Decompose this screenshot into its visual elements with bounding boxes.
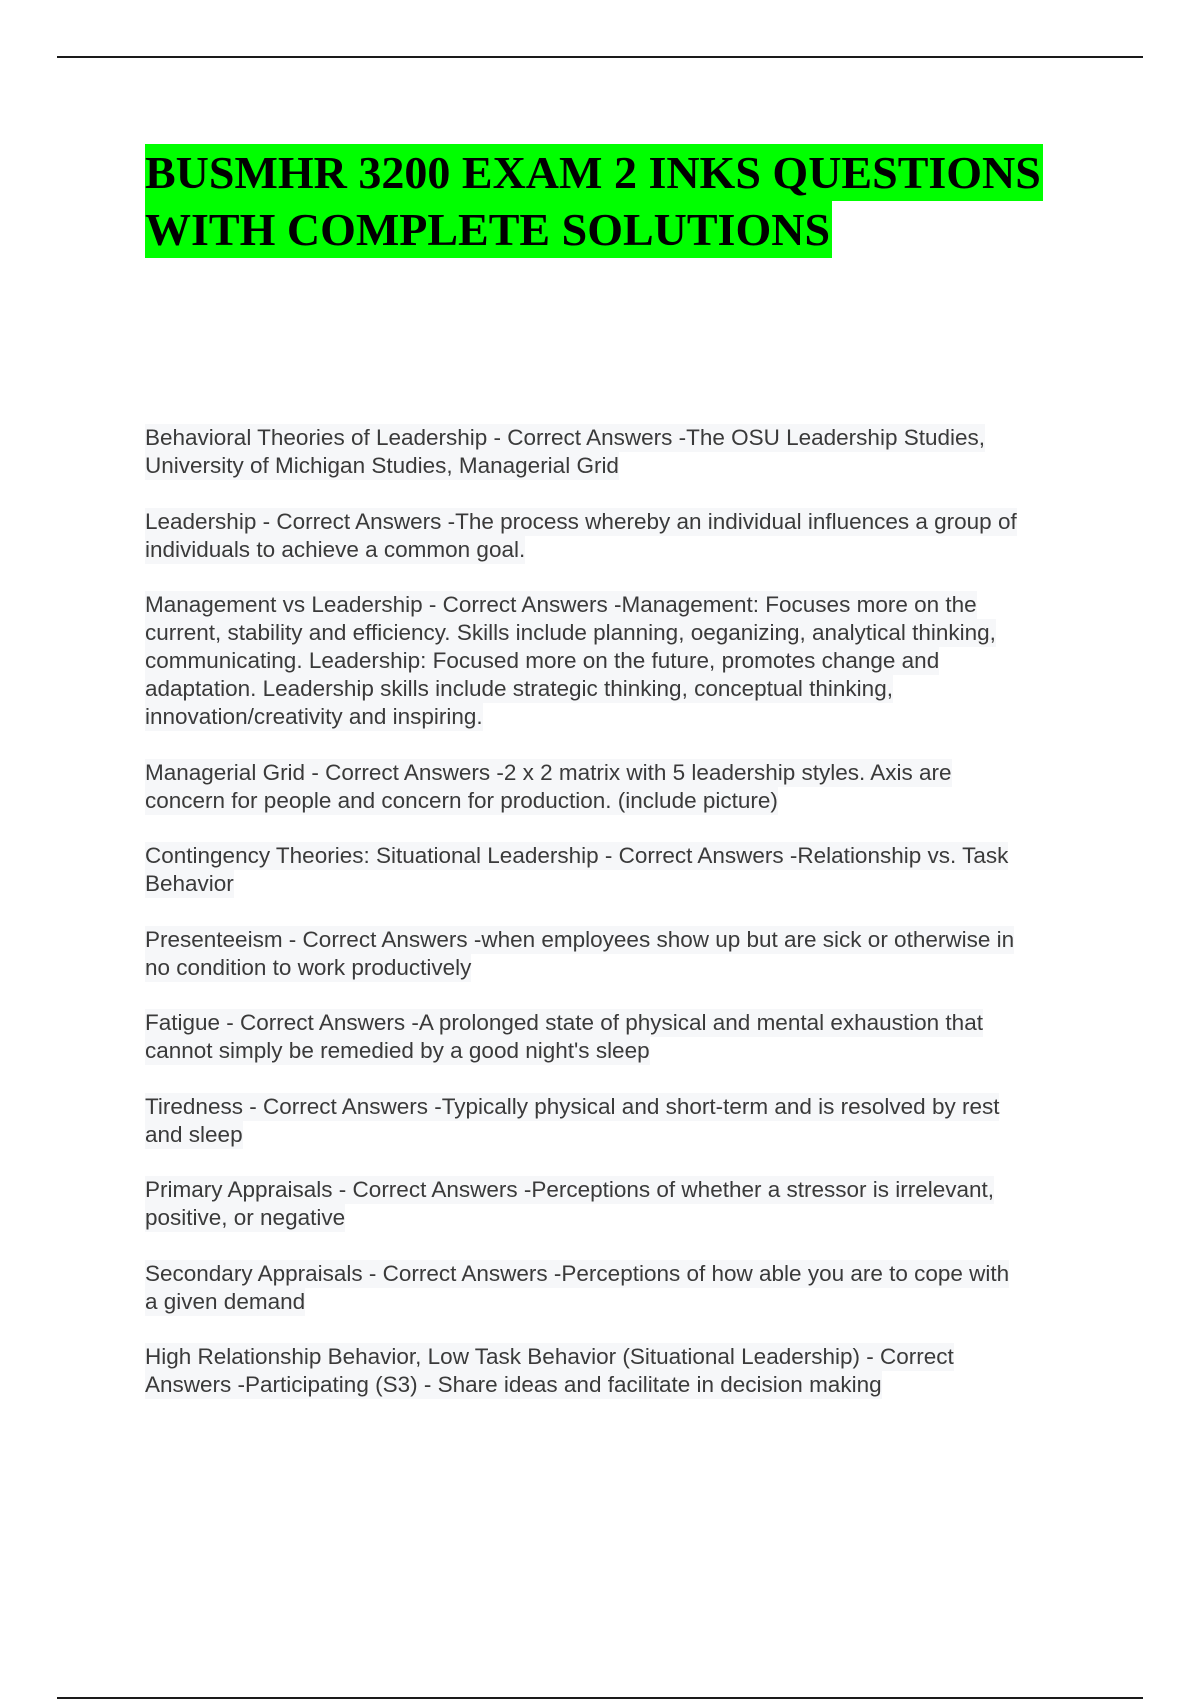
qa-item-line: Leadership - Correct Answers -The process whereby an individual influences a group of [145,508,1017,534]
qa-item [145,1260,1085,1316]
qa-item [145,1343,1085,1399]
qa-item [145,1009,1085,1065]
qa-item [145,759,1085,815]
qa-item-line: Primary Appraisals - Correct Answers -Perceptions of whether a stressor is irrelevant, [145,1177,995,1202]
qa-item-line: Presenteeism - Correct Answers -when employees show up but are sick or otherwise in [145,926,1015,952]
qa-item-line: University of Michigan Studies, Managerial Grid [145,453,619,478]
qa-item-line: Managerial Grid - Correct Answers -2 x 2 matrix with 5 leadership styles. Axis are [145,759,952,785]
qa-item-line: Behavioral Theories of Leadership - Correct Answers -The OSU Leadership Studies, [145,425,986,450]
qa-item [145,1176,1085,1232]
qa-item-line: Fatigue - Correct Answers -A prolonged state of physical and mental exhaustion that [145,1010,983,1035]
qa-item [145,508,1085,564]
qa-item-line: communicating. Leadership: Focused more on the future, promotes change and [145,648,940,673]
title-line-1: BUSMHR 3200 EXAM 2 INKS QUESTIONS [145,144,1043,201]
qa-item-line: Tiredness - Correct Answers -Typically physical and short-term and is resolved by rest [145,1093,1000,1119]
qa-item-line: Contingency Theories: Situational Leadership - Correct Answers -Relationship vs. Task [145,843,1009,868]
qa-item-line: and sleep [145,1121,243,1147]
qa-list [145,424,1085,1427]
qa-item-line: cannot simply be remedied by a good night's sleep [145,1038,650,1063]
qa-item-line: Management vs Leadership - Correct Answers -Management: Focuses more on the [145,592,977,617]
qa-item-line: no condition to work productively [145,954,472,980]
qa-item [145,591,1085,731]
bottom-rule [57,1697,1143,1699]
qa-item-line: a given demand [145,1288,306,1314]
qa-item-line: positive, or negative [145,1205,346,1230]
qa-item-line: concern for people and concern for production. (include picture) [145,787,778,813]
qa-item-line: adaptation. Leadership skills include strategic thinking, conceptual thinking, [145,676,893,701]
qa-item-line: High Relationship Behavior, Low Task Behavior (Situational Leadership) - Correct [145,1344,954,1369]
qa-item-line: Answers -Participating (S3) - Share ideas and facilitate in decision making [145,1372,882,1397]
qa-item-line: Behavior [145,871,234,896]
qa-item-line: Secondary Appraisals - Correct Answers -Perceptions of how able you are to cope with [145,1260,1010,1286]
qa-item [145,842,1085,898]
qa-item [145,424,1085,480]
qa-item [145,926,1085,982]
qa-item-line: current, stability and efficiency. Skills include planning, oeganizing, analytical thinking, [145,620,996,645]
qa-item-line: innovation/creativity and inspiring. [145,704,483,729]
qa-item-line: individuals to achieve a common goal. [145,536,526,562]
qa-item [145,1093,1085,1149]
top-rule [57,56,1143,58]
title-line-2: WITH COMPLETE SOLUTIONS [145,201,832,258]
document-title [145,144,1105,258]
